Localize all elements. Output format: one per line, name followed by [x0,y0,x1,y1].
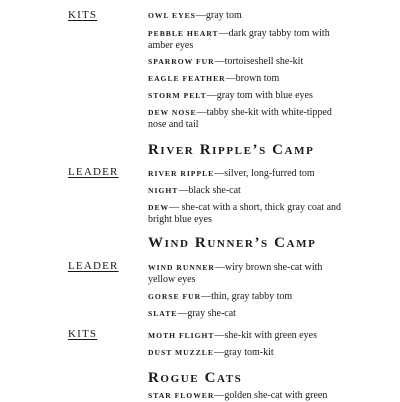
role-label-kits: KITS [68,328,98,340]
entry-wind-runner [148,262,348,286]
entry-owl-eyes [148,10,348,22]
cat-description: —tortoiseshell she-kit [214,56,304,67]
entry-moth-flight [148,330,348,342]
cat-name: WIND RUNNER [148,263,215,272]
cat-description: —gray tom-kit [213,347,274,358]
cat-name: EAGLE FEATHER [148,74,226,83]
cat-description: —gray she-cat [177,308,236,319]
cat-description: —silver, long-furred tom [214,168,315,179]
cat-name: STAR FLOWER [148,391,215,400]
cat-description: —gray tom with blue eyes [206,90,313,101]
cat-name: DEW NOSE [148,108,197,117]
role-label-leader: LEADER [68,166,119,178]
entry-eagle-feather [148,73,348,85]
cat-name: RIVER RIPPLE [148,169,215,178]
cat-description: —dark gray tabby tom with amber eyes [148,28,330,51]
cat-description: —thin, gray tabby tom [201,291,293,302]
entry-dew [148,202,348,226]
entry-night [148,185,348,197]
entry-slate [148,308,348,320]
entry-river-ripple [148,168,348,180]
section-heading-river-ripples-camp: River Ripple’s Camp [148,142,315,158]
entry-storm-pelt [148,90,348,102]
entry-dew-nose [148,107,348,131]
cat-description: —golden she-cat with green [214,390,328,401]
cat-name: MOTH FLIGHT [148,331,215,340]
role-label-kits: KITS [68,9,98,21]
cat-name: OWL EYES [148,11,196,20]
cat-name: GORSE FUR [148,292,202,301]
cat-description: —black she-cat [178,185,241,196]
cat-name: DUST MUZZLE [148,348,214,357]
entry-gorse-fur [148,291,348,303]
cat-name: SPARROW FUR [148,57,215,66]
cat-name: STORM PELT [148,91,207,100]
entry-sparrow-fur [148,56,348,68]
entry-star-flower [148,390,348,402]
cat-name: DEW [148,203,170,212]
cat-description: —tabby she-kit with white-tipped nose and tail [148,107,332,130]
cat-description: — she-cat with a short, thick gray coat and bright blue eyes [148,202,342,225]
cat-description: —gray tom [195,10,242,21]
role-label-leader: LEADER [68,260,119,272]
cat-name: NIGHT [148,186,179,195]
cat-name: PEBBLE HEART [148,29,219,38]
entry-pebble-heart [148,28,348,52]
cat-description: —she-kit with green eyes [214,330,317,341]
section-heading-rogue-cats: Rogue Cats [148,370,243,386]
entry-dust-muzzle [148,347,348,359]
cat-name: SLATE [148,309,178,318]
cat-description: —wiry brown she-cat with yellow eyes [148,262,323,285]
cat-description: —brown tom [225,73,280,84]
section-heading-wind-runners-camp: Wind Runner’s Camp [148,235,317,251]
